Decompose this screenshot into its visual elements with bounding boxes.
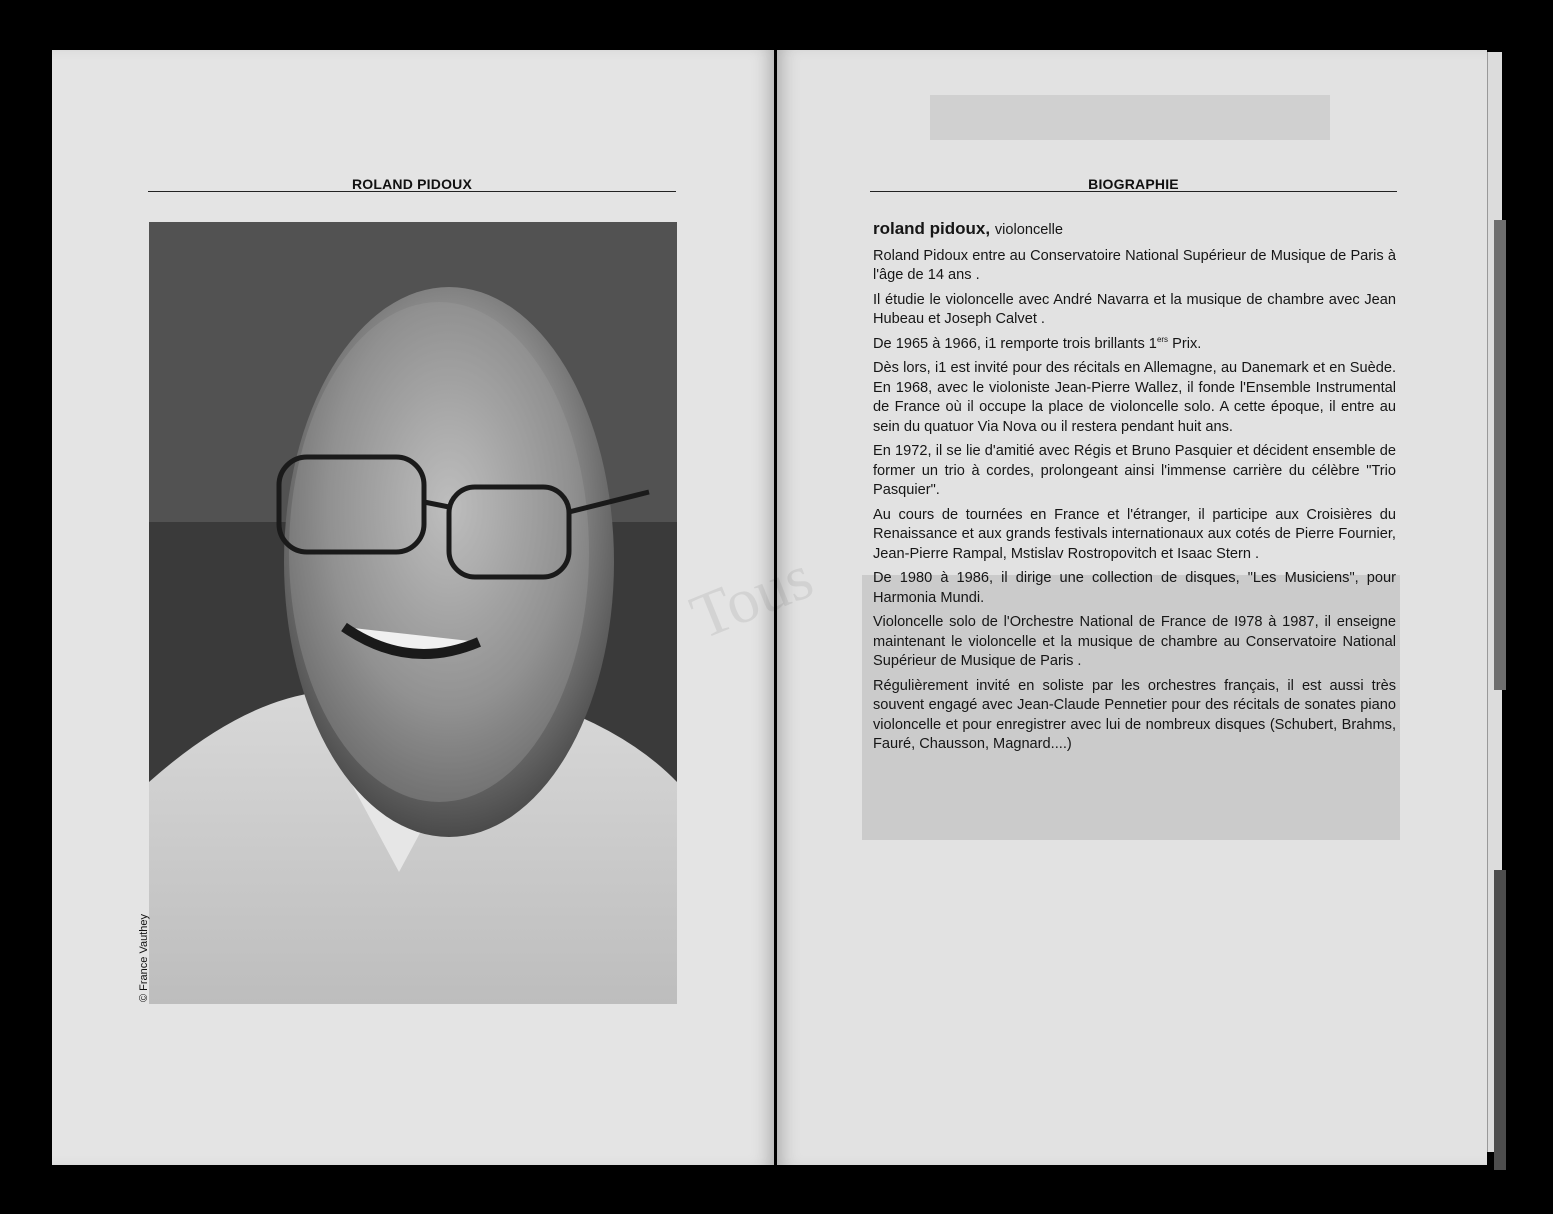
bio-paragraph-prix — [873, 335, 1396, 355]
bio-name-line — [873, 219, 1396, 241]
photo-credit: © France Vauthey — [138, 914, 150, 1002]
bio-paragraph: Violoncelle solo de l'Orchestre National de France de I978 à 1987, il enseigne maintenant le violoncelle et la musique de chambre au Conservatoire National Supérieur de Musique de Paris . — [873, 614, 1396, 669]
right-page-heading: BIOGRAPHIE — [1088, 176, 1179, 192]
page-edge-band-lower — [1494, 870, 1506, 1170]
bleedthrough-text: Tous — [681, 540, 823, 653]
bio-prix-text: De 1965 à 1966, i1 remporte trois brillants 1 — [873, 335, 1157, 352]
bio-name: roland pidoux, — [873, 219, 991, 238]
bio-paragraph: De 1980 à 1986, il dirige une collection de disques, "Les Musiciens", pour Harmonia Mundi. — [873, 570, 1396, 606]
page-edge-band — [1494, 220, 1506, 690]
bio-paragraph: Régulièrement invité en soliste par les orchestres français, il est aussi très souvent engagé avec Jean-Claude Pennetier pour des récitals de sonates piano violoncelle et pour enregistrer avec lui de nombreux disques (Schubert, Brahms, Fauré, Chausson, Magnard....) — [873, 677, 1396, 752]
bio-prix-sup: ers — [1156, 334, 1169, 344]
portrait-photo — [149, 222, 677, 1004]
left-heading-rule — [148, 191, 676, 192]
bio-instrument: violoncelle — [994, 222, 1063, 238]
bio-prix-tail: Prix. — [1168, 335, 1202, 352]
right-heading-rule — [870, 191, 1397, 192]
bio-paragraph: Il étudie le violoncelle avec André Navarra et la musique de chambre avec Jean Hubeau et Joseph Calvet . — [873, 291, 1396, 327]
bio-paragraph: Au cours de tournées en France et l'étranger, il participe aux Croisières du Renaissance et aux grands festivals internationaux aux cotés de Pierre Fournier, Jean-Pierre Rampal, Mstislav Rostropovitch et Isaac Stern . — [873, 506, 1396, 562]
bio-paragraph: En 1972, il se lie d'amitié avec Régis et Bruno Pasquier et décident ensemble de former un trio à cordes, prolongeant ainsi l'immense carrière du célèbre "Trio Pasquier". — [873, 443, 1396, 498]
biography-text — [873, 219, 1396, 760]
bleedthrough-banner — [930, 95, 1330, 140]
bio-paragraph: Dès lors, i1 est invité pour des récitals en Allemagne, au Danemark et en Suède. En 1968, avec le violoniste Jean-Pierre Wallez, il fonde l'Ensemble Instrumental de France où il occupe la place de violoncelle solo. A cette époque, il entre au sein du quatuor Via Nova ou il restera pendant huit ans. — [873, 360, 1396, 435]
portrait-photo-icon — [149, 222, 677, 1004]
bio-paragraph: Roland Pidoux entre au Conservatoire National Supérieur de Musique de Paris à l'âge de 14 ans . — [873, 247, 1396, 283]
left-page-heading: ROLAND PIDOUX — [351, 176, 473, 192]
